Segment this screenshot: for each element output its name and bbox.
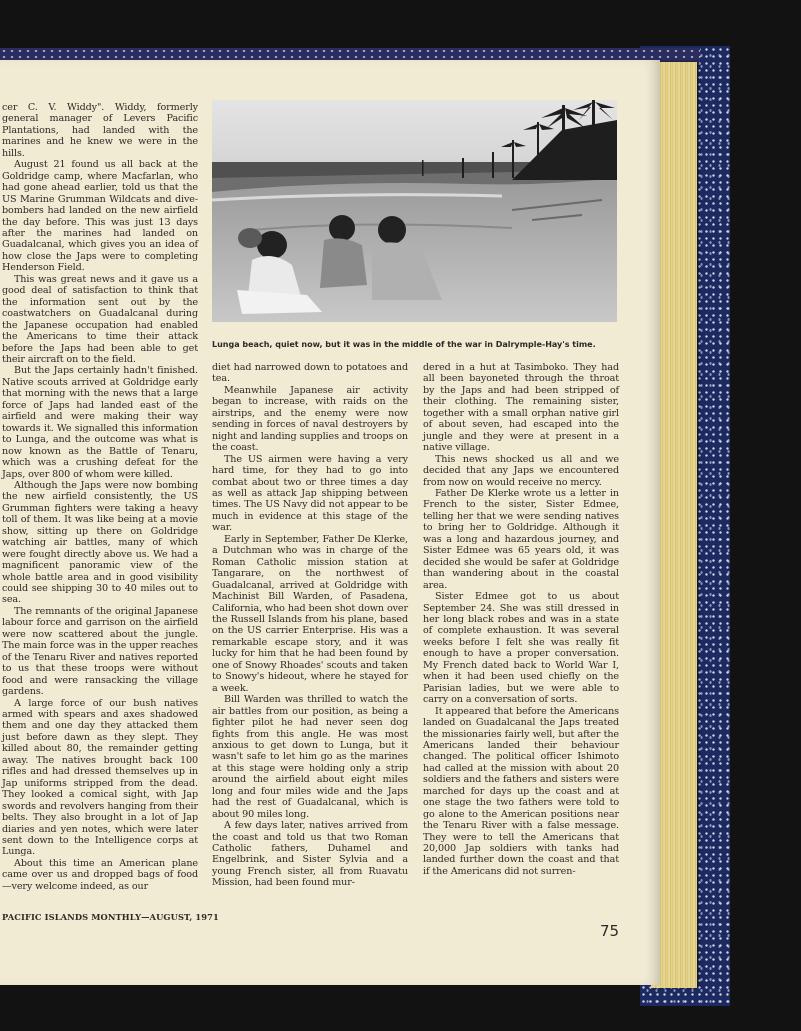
paragraph: A few days later, natives arrived from the coast and told us that two Roman Catholic fathers, Duhamel and Engelbrink, and Sister Sylvia and a young French sister, all from Ruavatu Mission, had been found mur- [212,820,408,889]
paragraph: Father De Klerke wrote us a letter in French to the sister, Sister Edmee, telling her that we were sending natives to bring her to Goldridge. Although it was a long and hazardous journey, and Sister Edmee was 65 years old, it was decided she would be safer at Goldridge than wandering about in the coastal area. [423,487,619,591]
text-column-2 [212,362,408,889]
text-column-3 [423,362,619,877]
paragraph: diet had narrowed down to potatoes and tea. [212,362,408,385]
paragraph: A large force of our bush natives armed with spears and axes shadowed them and one day they attacked them just before dawn as they slept. They killed about 80, the remainder getting away. The natives brought back 100 rifles and had dressed themselves up in Jap uniforms stripped from the dead. They looked a comical sight, with Jap swords and revolvers hanging from their belts. They also brought in a lot of Jap diaries and yen notes, which were later sent down to the Intelligence corps at Lunga. [2,697,198,858]
paragraph: August 21 found us all back at the Goldridge camp, where Macfarlan, who had gone ahead earlier, told us that the US Marine Grumman Wildcats and dive-bombers had landed on the new airfield the day before. This was just 13 days after the marines had landed on Guadalcanal, which gives you an idea of how close the Japs were to completing Henderson Field. [2,159,198,274]
paragraph: dered in a hut at Tasimboko. They had all been bayoneted through the throat by the Japs and had been stripped of their clothing. The remaining sister, together with a small orphan native girl of about seven, had escaped into the jungle and they were at present in a native village. [423,362,619,454]
paragraph: The US airmen were having a very hard time, for they had to go into combat about two or three times a day as well as attack Jap shipping between times. The US Navy did not appear to be much in evidence at this stage of the war. [212,453,408,534]
photo-caption: Lunga beach, quiet now, but it was in the middle of the war in Dalrymple-Hay's time. [212,340,596,349]
paragraph: This was great news and it gave us a good deal of satisfaction to think that the information sent out by the coastwatchers on Guadalcanal during the Japanese occupation had enabled the Americans to time their attack before the Japs had been able to get their aircraft on to the field. [2,273,198,365]
paragraph: It appeared that before the Americans landed on Guadalcanal the Japs treated the missionaries fairly well, but after the Americans landed their behaviour changed. The political officer Ishimoto had called at the mission with about 20 soldiers and the fathers and sisters were marched for days up the coast and at one stage the two fathers were told to go alone to the American positions near the Tenaru River with a false message. They were to tell the Americans that 20,000 Jap soldiers with tanks had landed further down the coast and that if the Americans did not surren- [423,705,619,877]
paragraph: But the Japs certainly hadn't finished. Native scouts arrived at Goldridge early that morning with the news that a large force of Japs had landed east of the airfield and were making their way towards it. We signalled this information to Lunga, and the outcome was what is now known as the Battle of Tenaru, which was a crushing defeat for the Japs, over 800 of whom were killed. [2,365,198,480]
paragraph: Early in September, Father De Klerke, a Dutchman who was in charge of the Roman Catholic mission station at Tangarare, on the northwest of Guadalcanal, arrived at Goldridge with Machinist Bill Warden, of Pasadena, California, who had been shot down over the Russell Islands from his plane, based on the US carrier Enterprise. His was a remarkable escape story, and it was lucky for him that he had been found by one of Snowy Rhoades' scouts and taken to Snowy's hideout, where he stayed for a week. [212,533,408,694]
page-number: 75 [600,922,620,940]
paragraph: The remnants of the original Japanese labour force and garrison on the airfield were now scattered about the jungle. The main force was in the upper reaches of the Tenaru River and natives reported to us that these troops were without food and were ransacking the village gardens. [2,605,198,698]
beach-photo-illustration [212,100,617,322]
beach-photo [212,100,617,322]
running-footer: PACIFIC ISLANDS MONTHLY—AUGUST, 1971 [2,912,219,922]
paragraph: Bill Warden was thrilled to watch the air battles from our position, as being a fighter pilot he had never seen dog fights from this angle. He was most anxious to get down to Lunga, but it wasn't safe to let him go as the marines at this stage were holding only a strip around the airfield about eight miles long and four miles wide and the Japs had the rest of Guadalcanal, which is about 90 miles long. [212,694,408,820]
text-column-1 [2,102,198,892]
paragraph: Meanwhile Japanese air activity began to increase, with raids on the airstrips, and the enemy were now sending in forces of naval destroyers by night and landing supplies and troops on the coast. [212,384,408,454]
paragraph: This news shocked us all and we decided that any Japs we encountered from now on would receive no mercy. [423,453,619,488]
book-page [0,60,660,985]
paragraph: Although the Japs were now bombing the new airfield consistently, the US Grumman fighters were taking a heavy toll of them. It was like being at a movie show, sitting up there on Goldridge watching air battles, many of which were fought directly above us. We had a magnificent panoramic view of the whole battle area and in good visibility could see shipping 30 to 40 miles out to sea. [2,479,198,606]
paragraph: About this time an American plane came over us and dropped bags of food—very welcome indeed, as our [2,857,198,892]
paragraph: Sister Edmee got to us about September 24. She was still dressed in her long black robes and was in a state of complete exhaustion. It was several weeks before I felt she was really fit enough to have a proper conversation. My French dated back to World War I, when it had been used chiefly on the Parisian ladies, but we were able to carry on a conversation of sorts. [423,591,619,706]
paragraph: cer C. V. Widdy". Widdy, formerly general manager of Levers Pacific Plantations, had landed with the marines and he knew we were in the hills. [2,102,198,159]
